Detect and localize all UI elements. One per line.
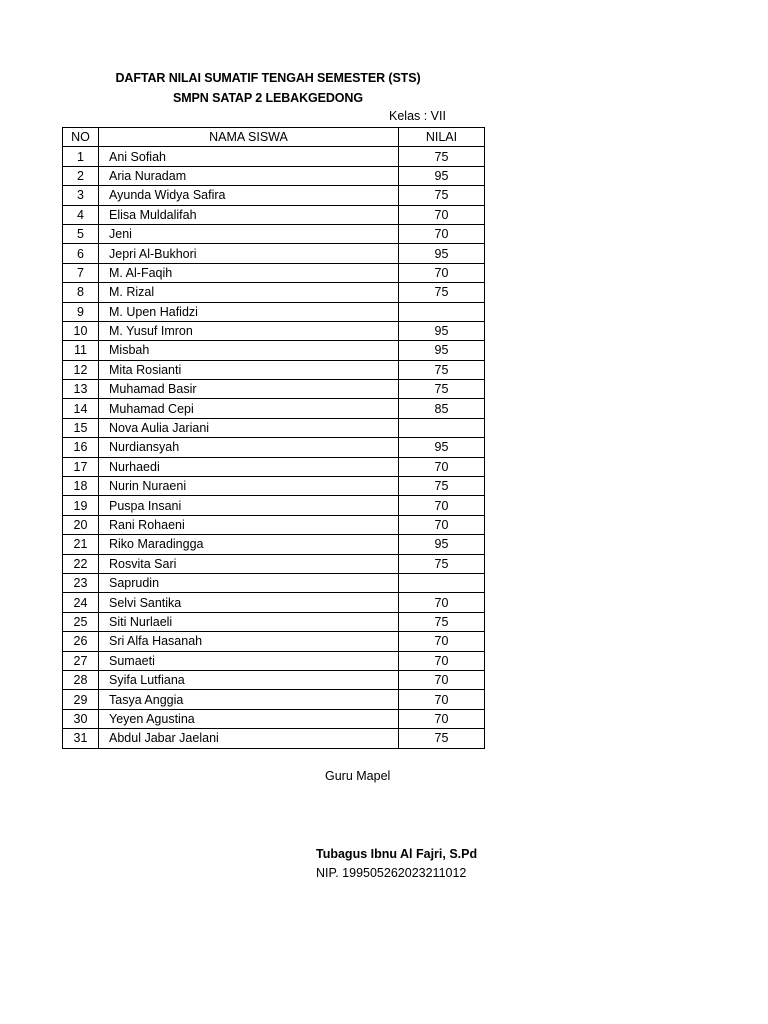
cell-nilai: 70 [399,709,485,728]
cell-no: 7 [63,263,99,282]
cell-no: 25 [63,612,99,631]
cell-no: 12 [63,360,99,379]
table-row [63,670,485,689]
cell-nilai: 70 [399,263,485,282]
cell-name: Ayunda Widya Safira [99,186,399,205]
cell-nilai: 70 [399,670,485,689]
cell-name: M. Rizal [99,283,399,302]
cell-name: Nurdiansyah [99,438,399,457]
table-row [63,418,485,437]
cell-name: Muhamad Cepi [99,399,399,418]
table-row [63,186,485,205]
cell-nilai: 95 [399,535,485,554]
table-row [63,341,485,360]
class-label: Kelas : VII [389,109,446,123]
table-row [63,651,485,670]
cell-nilai: 95 [399,166,485,185]
table-row [63,360,485,379]
cell-name: Jeni [99,224,399,243]
cell-nilai [399,573,485,592]
table-row [63,573,485,592]
cell-no: 4 [63,205,99,224]
cell-nilai: 75 [399,477,485,496]
cell-nilai: 70 [399,515,485,534]
cell-nilai: 75 [399,554,485,573]
cell-name: Puspa Insani [99,496,399,515]
cell-name: Nurhaedi [99,457,399,476]
table-row [63,496,485,515]
cell-no: 18 [63,477,99,496]
cell-nilai: 75 [399,360,485,379]
document-title: DAFTAR NILAI SUMATIF TENGAH SEMESTER (STS) [115,71,421,85]
cell-nilai [399,302,485,321]
cell-no: 5 [63,224,99,243]
cell-no: 10 [63,321,99,340]
cell-name: M. Al-Faqih [99,263,399,282]
table-row [63,438,485,457]
cell-no: 11 [63,341,99,360]
cell-nilai: 70 [399,632,485,651]
table-row [63,477,485,496]
cell-name: Aria Nuradam [99,166,399,185]
cell-name: Misbah [99,341,399,360]
cell-nilai: 95 [399,244,485,263]
cell-no: 8 [63,283,99,302]
table-row [63,399,485,418]
cell-no: 26 [63,632,99,651]
signature-role: Guru Mapel [325,769,391,783]
cell-nilai: 75 [399,147,485,166]
cell-name: Nova Aulia Jariani [99,418,399,437]
table-row [63,147,485,166]
cell-name: M. Yusuf Imron [99,321,399,340]
table-header-row [63,128,485,147]
cell-name: Rosvita Sari [99,554,399,573]
cell-nilai: 70 [399,690,485,709]
cell-no: 22 [63,554,99,573]
cell-name: Mita Rosianti [99,360,399,379]
cell-name: Tasya Anggia [99,690,399,709]
table-row [63,224,485,243]
cell-no: 1 [63,147,99,166]
cell-no: 14 [63,399,99,418]
table-row [63,709,485,728]
table-row [63,535,485,554]
cell-no: 2 [63,166,99,185]
table-row [63,515,485,534]
signature-name: Tubagus Ibnu Al Fajri, S.Pd [316,847,478,861]
table-row [63,593,485,612]
cell-nilai: 70 [399,205,485,224]
cell-name: Syifa Lutfiana [99,670,399,689]
cell-nilai: 95 [399,321,485,340]
cell-nilai: 70 [399,224,485,243]
table-row [63,283,485,302]
cell-name: Sri Alfa Hasanah [99,632,399,651]
cell-nilai: 70 [399,651,485,670]
cell-no: 31 [63,729,99,748]
cell-nilai: 70 [399,496,485,515]
cell-name: Jepri Al-Bukhori [99,244,399,263]
cell-no: 27 [63,651,99,670]
cell-no: 6 [63,244,99,263]
cell-name: Ani Sofiah [99,147,399,166]
table-row [63,302,485,321]
table-row [63,612,485,631]
cell-no: 28 [63,670,99,689]
cell-nilai: 95 [399,341,485,360]
cell-no: 23 [63,573,99,592]
table-row [63,457,485,476]
cell-nilai: 70 [399,593,485,612]
table-row [63,632,485,651]
cell-name: Nurin Nuraeni [99,477,399,496]
cell-nilai: 75 [399,380,485,399]
cell-name: M. Upen Hafidzi [99,302,399,321]
cell-name: Elisa Muldalifah [99,205,399,224]
table-row [63,166,485,185]
table-row [63,690,485,709]
cell-name: Rani Rohaeni [99,515,399,534]
cell-name: Muhamad Basir [99,380,399,399]
cell-no: 21 [63,535,99,554]
cell-nilai [399,418,485,437]
cell-nilai: 85 [399,399,485,418]
cell-name: Riko Maradingga [99,535,399,554]
table-row [63,205,485,224]
scores-table [62,127,485,749]
table-row [63,554,485,573]
cell-nilai: 95 [399,438,485,457]
table-row [63,244,485,263]
cell-name: Abdul Jabar Jaelani [99,729,399,748]
cell-no: 24 [63,593,99,612]
cell-name: Yeyen Agustina [99,709,399,728]
cell-no: 13 [63,380,99,399]
cell-nilai: 75 [399,612,485,631]
cell-name: Saprudin [99,573,399,592]
table-row [63,380,485,399]
school-name: SMPN SATAP 2 LEBAKGEDONG [173,91,363,105]
cell-nilai: 75 [399,729,485,748]
cell-no: 9 [63,302,99,321]
table-row [63,263,485,282]
cell-no: 30 [63,709,99,728]
cell-no: 19 [63,496,99,515]
cell-no: 29 [63,690,99,709]
cell-name: Siti Nurlaeli [99,612,399,631]
cell-name: Selvi Santika [99,593,399,612]
cell-no: 15 [63,418,99,437]
header-no: NO [63,128,99,147]
table-row [63,729,485,748]
cell-name: Sumaeti [99,651,399,670]
cell-nilai: 70 [399,457,485,476]
cell-no: 20 [63,515,99,534]
header-nilai: NILAI [399,128,485,147]
header-name: NAMA SISWA [99,128,399,147]
cell-nilai: 75 [399,283,485,302]
table-row [63,321,485,340]
cell-no: 16 [63,438,99,457]
cell-no: 17 [63,457,99,476]
cell-no: 3 [63,186,99,205]
signature-nip: NIP. 199505262023211012 [316,866,467,880]
cell-nilai: 75 [399,186,485,205]
